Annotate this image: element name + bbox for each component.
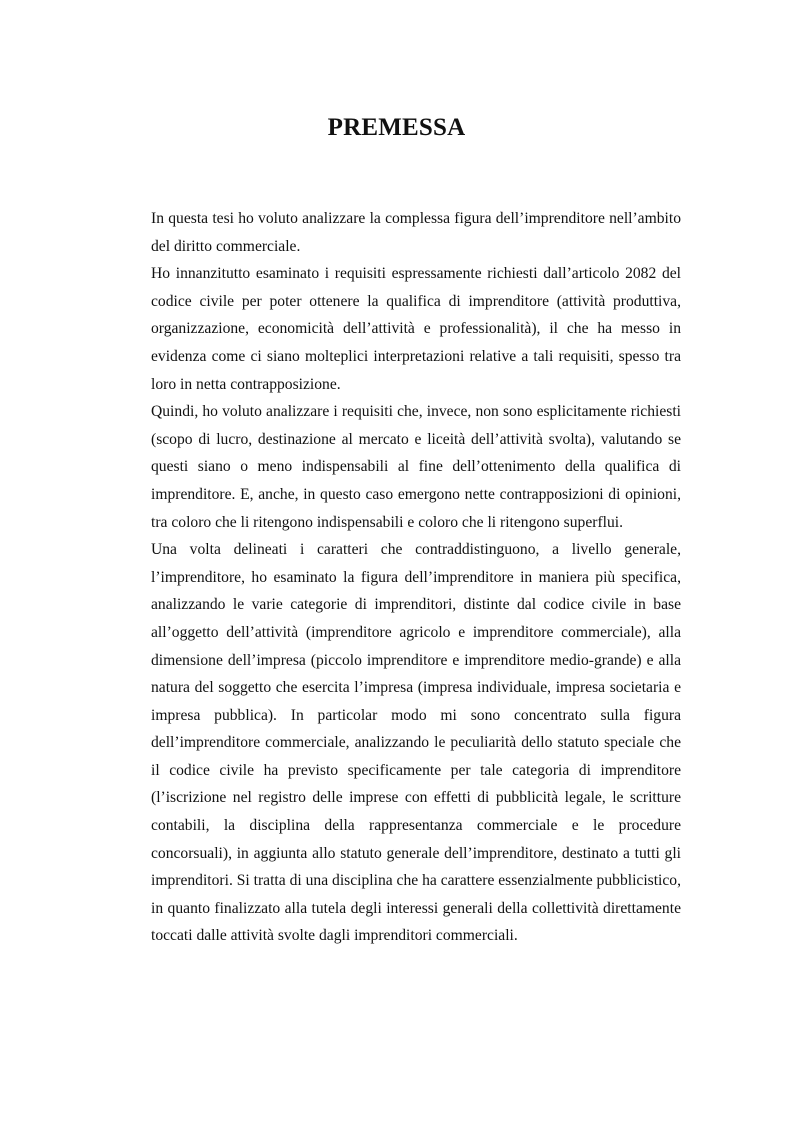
page-title: PREMESSA (327, 114, 466, 141)
paragraph-intro: In questa tesi ho voluto analizzare la complessa figura dell’imprenditore nell’ambito del diritto commerciale. (151, 210, 681, 255)
paragraph-categories: Una volta delineati i caratteri che contraddistinguono, a livello generale, l’imprenditore, ho esaminato la figura dell’imprenditore in maniera più specifica, analizzando le varie categorie di imprenditori, distinte dal codice civile in base all’oggetto dell’attività (imprenditore agricolo e imprenditore commerciale), alla dimensione dell’impresa (piccolo imprenditore e imprenditore medio-grande) e alla natura del soggetto che esercita l’impresa (impresa individuale, impresa societaria e impresa pubblica). In particolar modo mi sono concentrato sulla figura dell’imprenditore commerciale, analizzando le peculiarità dello statuto speciale che il codice civile ha previsto specificamente per tale categoria di imprenditore (l’iscrizione nel registro delle imprese con effetti di pubblicità legale, le scritture contabili, la disciplina della rappresentanza commerciale e le procedure concorsuali), in aggiunta allo statuto generale dell’imprenditore, destinato a tutti gli imprenditori. Si tratta di una disciplina che ha carattere essenzialmente pubblicistico, in quanto finalizzato alla tutela degli interessi generali della collettività direttamente toccati dalle attività svolte dagli imprenditori commerciali. (151, 541, 682, 945)
document-body (151, 205, 681, 950)
paragraph-required-requisites: Ho innanzitutto esaminato i requisiti espressamente richiesti dall’articolo 2082 del codice civile per poter ottenere la qualifica di imprenditore (attività produttiva, organizzazione, economicità dell’attività e professionalità), il che ha messo in evidenza come ci siano molteplici interpretazioni relative a tali requisiti, spesso tra loro in netta contrapposizione. (151, 265, 681, 393)
paragraph-implicit-requisites: Quindi, ho voluto analizzare i requisiti che, invece, non sono esplicitamente richiesti (scopo di lucro, destinazione al mercato e liceità dell’attività svolta), valutando se questi siano o meno indispensabili al fine dell’ottenimento della qualifica di imprenditore. E, anche, in questo caso emergono nette contrapposizioni di opinioni, tra coloro che li ritengono indispensabili e coloro che li ritengono superflui. (151, 403, 681, 531)
